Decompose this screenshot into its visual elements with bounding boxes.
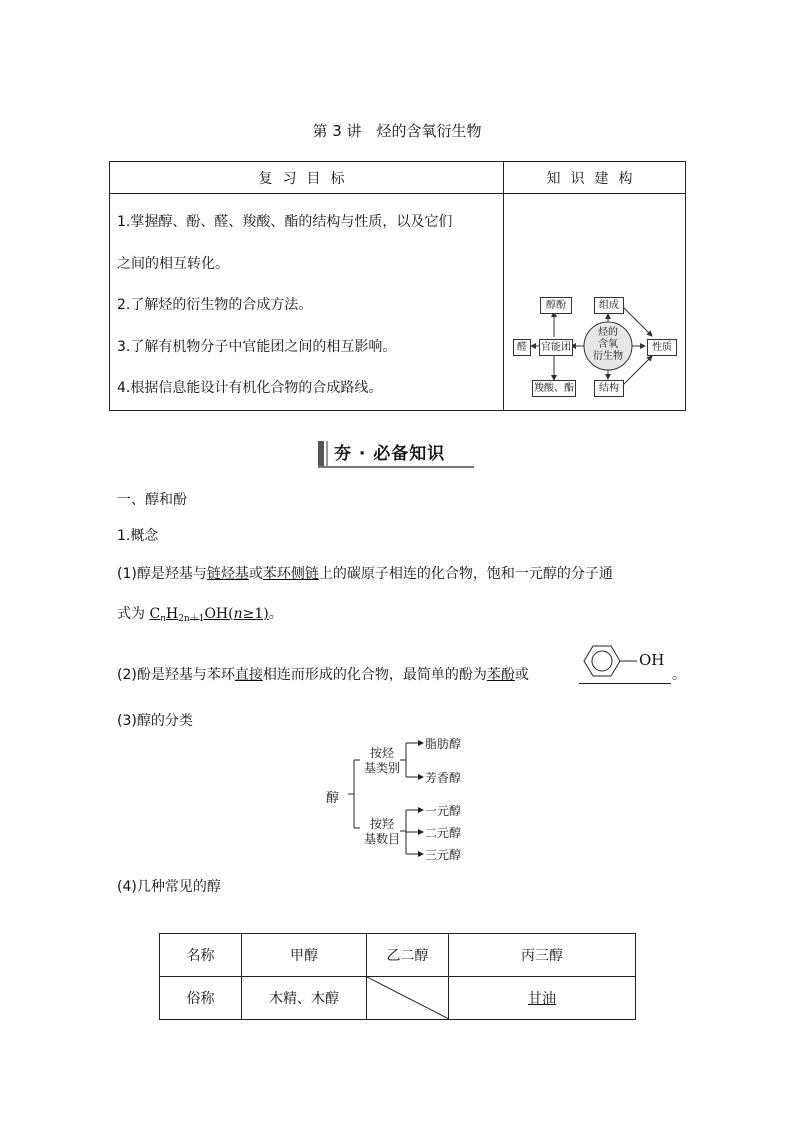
goal-line: 之间的相互转化。 [117,255,229,272]
classification-root: 醇 [326,791,340,806]
leaf-aromatic: 芳香醇 [425,771,462,785]
node-aldehyde: 醛 [513,339,531,356]
knowledge-map-cell [504,194,686,411]
node-functional-group: 官能团 [539,339,573,356]
table-cell: 名称 [160,934,242,977]
node-composition: 组成 [594,297,624,314]
leaf-trihydric: 三元醇 [425,848,462,862]
concept-heading: 1.概念 [117,528,159,544]
goal-line: 2.了解烃的衍生物的合成方法。 [117,297,313,313]
common-alcohols-table [159,933,636,1020]
page-title: 第 3 讲 烃的含氧衍生物 [312,122,482,140]
goal-line: 4.根据信息能设计有机化合物的合成路线。 [117,380,383,396]
section-title: 夯 · 必备知识 [334,444,446,464]
phenol-period: 。 [672,667,686,683]
goal-line: 1.掌握醇、酚、醛、羧酸、酯的结构与性质，以及它们 [117,214,453,230]
section-one-heading: 一、醇和酚 [117,492,187,508]
table-cell: 乙二醇 [367,934,449,977]
table-row [160,934,636,977]
knowledge-map-header: 知识建构 [504,162,686,194]
classification-heading: (3)醇的分类 [117,713,193,729]
table-cell-slashed [367,977,449,1020]
section-header [318,441,474,467]
node-property: 性质 [647,339,677,356]
diagonal-slash [367,977,449,1019]
branch-by-hydrocarbon: 按烃 基类别 [363,746,400,775]
branch-by-hydroxyl-count: 按羟 基数目 [363,817,400,846]
phenol-structure-blank [579,640,671,684]
goal-line: 3.了解有机物分子中官能团之间的相互影响。 [117,338,397,355]
table-cell: 甲醇 [242,934,367,977]
node-alcohol-phenol: 醇酚 [540,297,572,314]
center-label: 烃的 含氧 衍生物 [593,327,623,362]
review-goals-header: 复习目标 [110,162,504,194]
table-cell: 甘油 [449,977,636,1020]
table-cell: 丙三醇 [449,934,636,977]
common-alcohols-heading: (4)几种常见的醇 [117,879,221,895]
hydroxyl-label: OH [639,651,665,669]
table-row [160,977,636,1020]
node-structure: 结构 [594,380,624,397]
paragraph-alcohol-formula: 式为 $C_nH_{2n+1}OH(n\ge 1)$。 [117,606,283,624]
paragraph-phenol-definition: (2)酚是羟基与苯环直接相连而形成的化合物，最简单的酚为苯酚或 [117,667,529,683]
review-goals-cell [110,194,504,411]
general-formula: $C_nH_{2n+1}OH(n\ge 1)$ [149,606,269,624]
table-cell: 俗称 [160,977,242,1020]
node-acid-ester: 羧酸、酯 [532,380,576,397]
alcohol-classification-diagram [320,732,480,866]
paragraph-alcohol-definition: (1)醇是羟基与链烃基或苯环侧链上的碳原子相连的化合物，饱和一元醇的分子通 [117,566,613,582]
leaf-monohydric: 一元醇 [425,804,462,818]
review-table [109,161,686,411]
knowledge-map [504,194,686,402]
leaf-dihydric: 二元醇 [425,826,462,840]
table-cell: 木精、木醇 [242,977,367,1020]
leaf-aliphatic: 脂肪醇 [425,737,462,751]
